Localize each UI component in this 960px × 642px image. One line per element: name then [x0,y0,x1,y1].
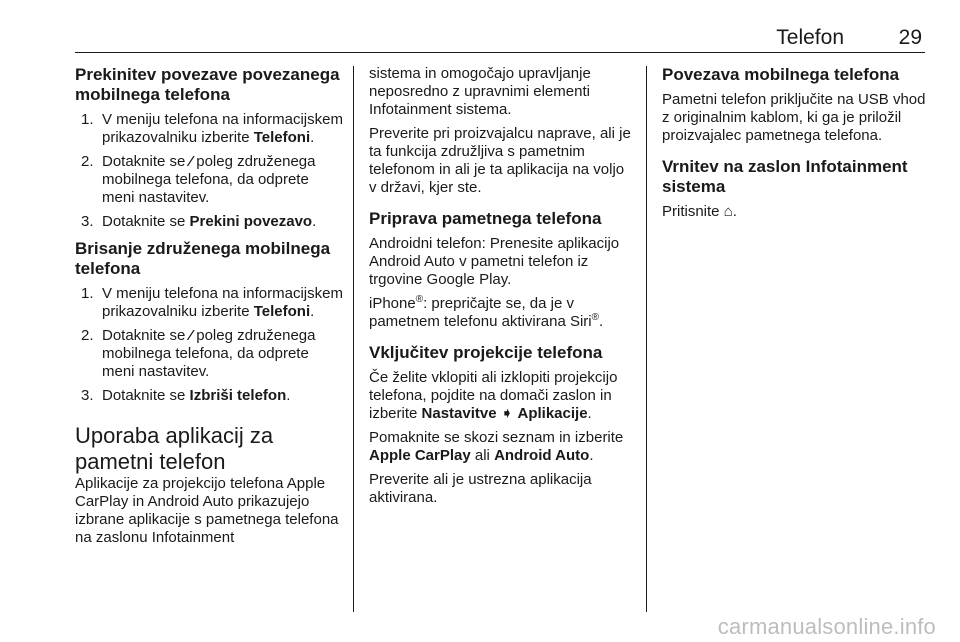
menu-label: Android Auto [494,447,590,464]
column-divider [353,66,354,612]
list-item: 3. Dotaknite se Izbriši telefon. [81,387,291,404]
paragraph: Če želite vklopiti ali izklopiti projekcijo telefona, pojdite na domači zaslon in izberite Nastavitve ➧ Aplikacije. [369,369,618,422]
column-1 [75,65,343,553]
paragraph: Pametni telefon priključite na USB vhod z originalnim kablom, ki ga je priložil proizvajalec pametnega telefona. [662,91,926,144]
registered-mark: ® [591,312,599,323]
section-title: Vključitev projekcije telefona [369,343,603,362]
page-number: 29 [898,26,922,49]
header-rule [75,52,925,53]
steps-list [75,285,343,405]
section-title: Priprava pametnega telefona [369,209,602,228]
section-title: Vrnitev na zaslon Infotainment sistema [662,157,908,196]
paragraph: Pritisnite ⌂. [662,203,737,220]
paragraph: sistema in omogočajo upravljanje neposredno z upravnimi elementi Infotainment sistema. [369,65,591,118]
column-divider [646,66,647,612]
header-title: Telefon [776,26,844,49]
steps-list [75,111,343,231]
edit-icon: ⁄ [189,327,193,344]
menu-label: Prekini povezavo [189,213,313,230]
menu-label: Aplikacije [517,405,588,422]
list-item: 2. Dotaknite se ⁄ poleg združenega mobilnega telefona, da odprete meni nastavitev. [81,327,316,380]
section-title: Brisanje združenega mobilnega telefona [75,239,331,278]
menu-label: Izbriši telefon [189,387,287,404]
watermark: carmanualsonline.info [717,614,936,639]
menu-label: Nastavitve [421,405,497,422]
menu-label: Telefoni [253,303,311,320]
page-header [0,0,960,54]
menu-label: Telefoni [253,129,311,146]
list-item: 2. Dotaknite se ⁄ poleg združenega mobilnega telefona, da odprete meni nastavitev. [81,153,316,206]
column-3 [662,65,930,227]
home-icon: ⌂ [723,203,733,220]
list-item: 1. V meniju telefona na informacijskem prikazovalniku izberite Telefoni. [81,285,343,320]
paragraph: Androidni telefon: Prenesite aplikacijo Android Auto v pametni telefon iz trgovine Google Play. [369,235,620,288]
paragraph: Preverite ali je ustrezna aplikacija aktivirana. [369,471,592,506]
paragraph: Pomaknite se skozi seznam in izberite Apple CarPlay ali Android Auto. [369,429,624,464]
section-title: Prekinitev povezave povezanega mobilnega telefona [75,65,340,104]
menu-label: Apple CarPlay [369,447,471,464]
column-2 [369,65,635,513]
paragraph: Aplikacije za projekcijo telefona Apple CarPlay in Android Auto prikazujejo izbrane aplikacije s pametnega telefona na zaslonu Infotainment [75,475,339,546]
arrow-icon: ➧ [500,405,514,422]
registered-mark: ® [415,294,424,305]
section-title: Povezava mobilnega telefona [662,65,900,84]
list-item: 1. V meniju telefona na informacijskem prikazovalniku izberite Telefoni. [81,111,343,146]
edit-icon: ⁄ [189,153,193,170]
paragraph: iPhone®: prepričajte se, da je v pametnem telefonu aktivirana Siri®. [369,294,604,330]
list-item: 3. Dotaknite se Prekini povezavo. [81,213,317,230]
chapter-title: Uporaba aplikacij za pametni telefon [75,423,274,474]
paragraph: Preverite pri proizvajalcu naprave, ali je ta funkcija združljiva s pametnim telefonom in ali je ta aplikacija na voljo v državi, kjer ste. [369,125,631,196]
